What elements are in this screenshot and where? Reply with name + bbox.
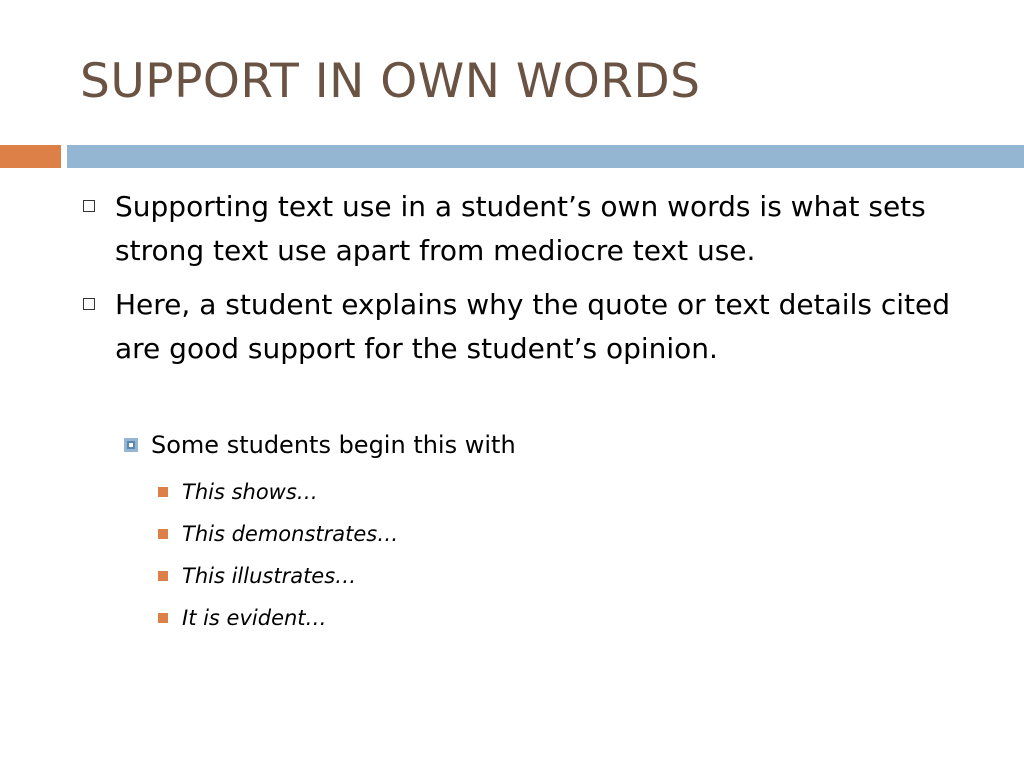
bullet-item	[115, 283, 995, 371]
accent-bar-orange	[0, 145, 61, 168]
filled-square-bullet-icon	[158, 613, 168, 623]
sub-bullet-item	[151, 428, 516, 462]
bullet-text: Supporting text use in a student’s own words is what sets strong text use apart from mediocre text use.	[115, 190, 926, 267]
sub-sub-bullet-item	[182, 477, 318, 507]
hollow-square-bullet-icon	[83, 298, 95, 310]
sub-sub-bullet-item	[182, 561, 356, 591]
filled-square-bullet-icon	[158, 487, 168, 497]
sub-sub-bullet-item	[182, 603, 327, 633]
slide-title: SUPPORT IN OWN WORDS	[80, 54, 701, 109]
bullet-item	[115, 185, 995, 273]
sub-sub-bullet-text: This shows…	[182, 480, 318, 504]
filled-square-bullet-icon	[158, 571, 168, 581]
sub-sub-bullet-item	[182, 519, 398, 549]
filled-square-bullet-icon	[158, 529, 168, 539]
sub-sub-bullet-text: It is evident…	[182, 606, 327, 630]
hollow-square-bullet-icon	[83, 200, 95, 212]
framed-square-bullet-icon	[124, 438, 138, 452]
sub-sub-bullet-text: This illustrates…	[182, 564, 357, 588]
sub-bullet-text: Some students begin this with	[151, 431, 516, 459]
accent-bar-blue	[67, 145, 1024, 168]
bullet-text: Here, a student explains why the quote or text details cited are good support for the student’s opinion.	[115, 288, 950, 365]
sub-sub-bullet-text: This demonstrates…	[182, 522, 399, 546]
